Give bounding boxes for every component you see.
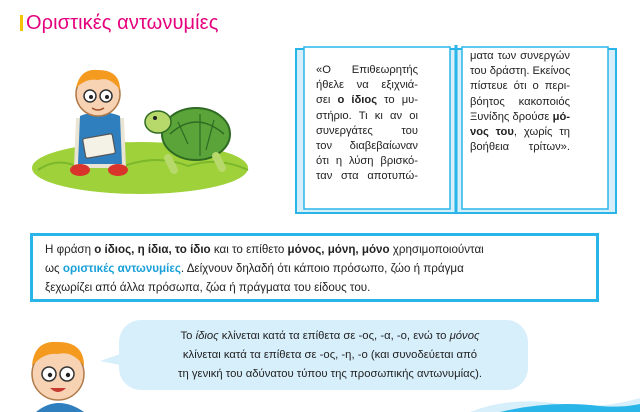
definition-line — [45, 259, 605, 278]
definition-text — [45, 240, 605, 297]
text-part: ως — [45, 262, 63, 275]
book-line: ήθελε να εξιχνιά- — [316, 79, 418, 92]
book-bold-term: νος του — [470, 126, 514, 139]
highlighted-term: οριστικές αντωνυμίες — [62, 262, 181, 275]
title-accent-bar — [20, 15, 23, 31]
book-line: πίστευε ότι ο περι- — [470, 80, 570, 93]
book-line: στήριο. Τι κι αν οι — [316, 109, 418, 122]
section-heading — [20, 10, 218, 36]
book-line — [316, 93, 418, 108]
book-right-page-text — [470, 49, 570, 155]
reading-boy-figure — [70, 70, 128, 176]
speech-bubble-text — [140, 327, 520, 384]
book-text-part: Ξυνίδης δρούσε — [470, 110, 553, 123]
text-part: Το — [180, 330, 196, 342]
book-line: ότι η λύση βρισκό- — [316, 155, 418, 168]
text-part: . Δείχνουν δηλαδή ότι κάποιο πρόσωπο, ζώο ή πράγμα — [180, 262, 464, 275]
book-bold-term: μό- — [552, 110, 570, 123]
definition-line: ξεχωρίζει από άλλα πρόσωπα, ζώα ή πράγματα του είδους του. — [45, 281, 371, 294]
text-part: Η φράση — [45, 243, 95, 256]
italic-term: ίδιος — [195, 330, 219, 342]
corner-wave-decoration — [470, 396, 640, 412]
definition-line — [45, 240, 605, 259]
italic-term: μόνος — [449, 330, 480, 342]
boy-face-illustration — [14, 330, 102, 412]
speech-bubble-tail — [100, 347, 140, 369]
bubble-line: κλίνεται κατά τα επίθετα σε -ος, -η, -ο (και συνοδεύεται από — [182, 349, 478, 361]
book-text-part: σει — [316, 94, 338, 107]
book-text-part: το μυ- — [377, 94, 418, 107]
book-line: συνεργάτες του — [316, 124, 418, 137]
bold-term: μόνος, μόνη, μόνο — [287, 243, 390, 256]
text-part: κλίνεται κατά τα επίθετα σε -ος, -α, -ο, ενώ το — [218, 330, 450, 342]
book-line: βόητος κακοποιός — [470, 95, 570, 108]
bold-term: ο ίδιος, η ίδια, το ίδιο — [94, 243, 211, 256]
boy-with-turtle-illustration — [28, 58, 260, 198]
book-text-part: , χωρίς τη — [513, 126, 571, 139]
book-left-page-text — [316, 63, 418, 185]
text-part: και το επίθετο — [210, 243, 288, 256]
book-line: ταν στα αποτυπώ- — [316, 170, 418, 183]
book-line: ματα των συνεργών — [470, 50, 570, 62]
book-line — [470, 125, 570, 140]
book-line: του δράστη. Εκείνος — [470, 65, 571, 78]
text-part: χρησιμοποιούνται — [389, 243, 484, 256]
book-line — [470, 110, 570, 125]
book-line: βοήθεια τρίτων». — [470, 141, 570, 154]
page-title: Οριστικές αντωνυμίες — [26, 11, 219, 34]
book-bold-term: ο ίδιος — [337, 94, 378, 107]
bubble-line: τη γενική του αδύνατου τύπου της προσωπικής αντωνυμίας). — [178, 368, 482, 380]
bubble-line — [140, 327, 520, 346]
book-line: «Ο Επιθεωρητής — [316, 64, 418, 76]
book-line: τον διαβεβαίωναν — [316, 140, 418, 153]
